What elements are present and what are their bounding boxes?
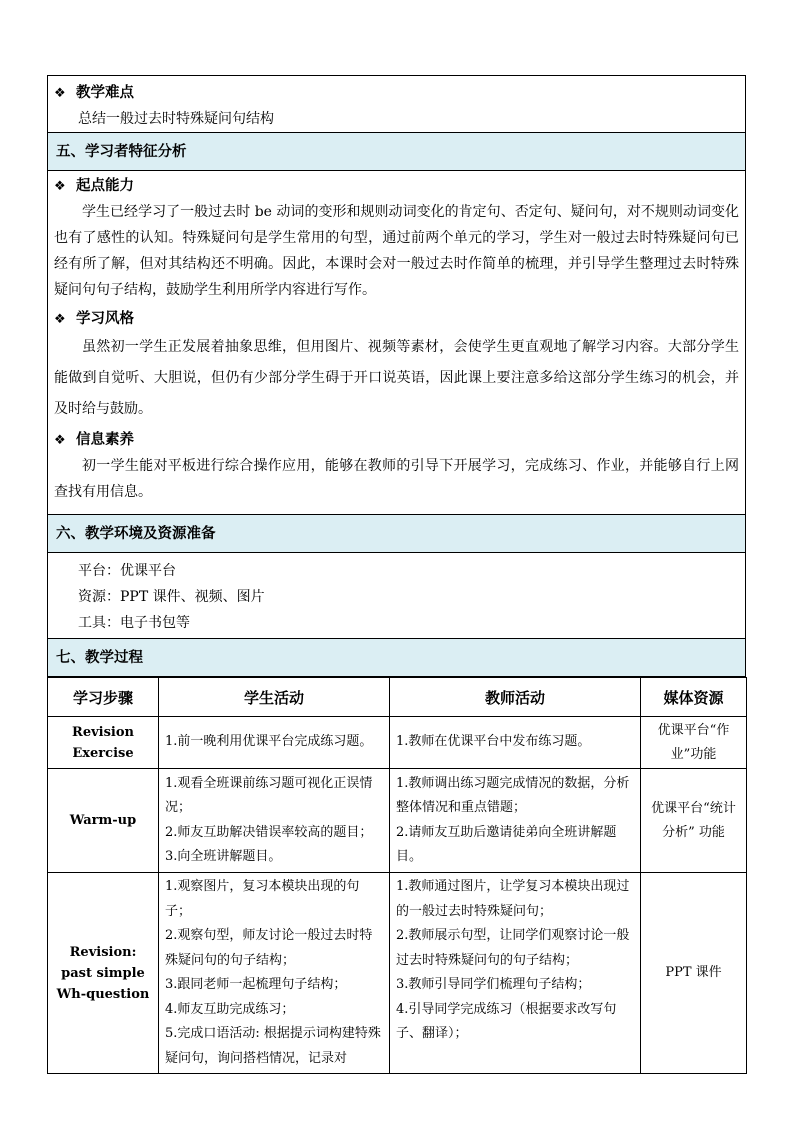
- section5-title: 五、学习者特征分析: [47, 133, 746, 171]
- col-header-student: 学生活动: [159, 678, 390, 717]
- student-activity-item: 2.观察句型，师友讨论一般过去时特殊疑问句的句子结构；: [165, 928, 373, 968]
- step-cell: Revision: past simple Wh-question: [48, 873, 159, 1074]
- platform-line: 平台：优课平台: [78, 563, 176, 579]
- teacher-activity-item: 3.教师引导同学们梳理句子结构；: [396, 977, 591, 992]
- media-cell: 优课平台“作业”功能: [641, 717, 747, 769]
- student-activity-cell: [159, 873, 390, 1074]
- teacher-activity-item: 1.教师调出练习题完成情况的数据，分析整体情况和重点错题；: [396, 775, 630, 815]
- media-cell: 优课平台“统计分析” 功能: [641, 769, 747, 873]
- start-ability-text: 学生已经学习了一般过去时 be 动词的变形和规则动词变化的肯定句、否定句、疑问句，对不规则动词变化也有了感性的认知。特殊疑问句是学生常用的句型，通过前两个单元的学习，学生对一般过去时特殊疑问句已经有所了解，但对其结构还不明确。因此，本课时会对一般过去时作简单的梳理，并引导学生整理过去时特殊疑问句句子结构，鼓励学生利用所学内容进行写作。: [54, 204, 739, 298]
- student-activity-item: 1.前一晚利用优课平台完成练习题。: [165, 734, 373, 750]
- learning-style-heading: ❖ 学习风格: [48, 306, 745, 332]
- media-cell: PPT 课件: [641, 873, 747, 1074]
- section5-body: [47, 171, 746, 515]
- section7-title: 七、教学过程: [47, 639, 746, 677]
- student-activity-item: 4.师友互助完成练习；: [165, 1001, 295, 1017]
- student-activity-cell: [159, 769, 390, 873]
- teacher-activity-item: 2.请师友互助后邀请徒弟向全班讲解题目。: [396, 824, 617, 864]
- student-activity-item: 1.观看全班课前练习题可视化正误情况；: [165, 775, 373, 815]
- process-table: [47, 677, 747, 1074]
- student-activity-item: 3.跟同老师一起梳理句子结构；: [165, 977, 347, 992]
- teacher-activity-item: 1.教师通过图片，让学复习本模块出现过的一般过去时特殊疑问句；: [396, 879, 630, 919]
- start-ability-heading: ❖ 起点能力: [48, 173, 745, 199]
- teacher-activity-cell: [390, 717, 641, 769]
- col-header-teacher: 教师活动: [390, 678, 641, 717]
- diamond-bullet-icon: ❖: [54, 433, 66, 448]
- diamond-bullet-icon: ❖: [54, 86, 66, 101]
- difficulty-block: [47, 75, 746, 133]
- info-literacy-text: 初一学生能对平板进行综合操作应用，能够在教师的引导下开展学习，完成练习、作业，并能够自行上网查找有用信息。: [54, 458, 739, 500]
- step-cell: Revision Exercise: [48, 717, 159, 769]
- col-header-step: 学习步骤: [48, 678, 159, 717]
- learning-style-text: 虽然初一学生正发展着抽象思维，但用图片、视频等素材，会使学生更直观地了解学习内容。大部分学生能做到自觉听、大胆说，但仍有少部分学生碍于开口说英语，因此课上要注意多给这部分学生练习的机会，并及时给与鼓励。: [54, 339, 739, 417]
- student-activity-item: 1.观察图片，复习本模块出现的句子；: [165, 879, 360, 919]
- document-frame: [47, 75, 746, 1074]
- difficulty-text: 总结一般过去时特殊疑问句结构: [78, 111, 274, 127]
- table-row: [48, 873, 747, 1074]
- student-activity-item: 5.完成口语活动: 根据提示词构建特殊疑问句，询问搭档情况，记录对: [165, 1026, 381, 1066]
- table-header-row: [48, 678, 747, 717]
- step-cell: Warm-up: [48, 769, 159, 873]
- teacher-activity-item: 2.教师展示句型，让同学们观察讨论一般过去时特殊疑问句的句子结构；: [396, 928, 630, 968]
- teacher-activity-item: 1.教师在优课平台中发布练习题。: [396, 734, 591, 750]
- info-literacy-heading: ❖ 信息素养: [48, 427, 745, 453]
- section6-body: [47, 553, 746, 639]
- teacher-activity-cell: [390, 873, 641, 1074]
- diamond-bullet-icon: ❖: [54, 312, 66, 327]
- table-row: [48, 717, 747, 769]
- col-header-media: 媒体资源: [641, 678, 747, 717]
- teacher-activity-cell: [390, 769, 641, 873]
- diamond-bullet-icon: ❖: [54, 179, 66, 194]
- difficulty-heading: ❖ 教学难点: [48, 80, 745, 106]
- table-row: [48, 769, 747, 873]
- student-activity-item: 2.师友互助解决错误率较高的题目；: [165, 824, 373, 840]
- teacher-activity-item: 4.引导同学完成练习（根据要求改写句子、翻译）；: [396, 1001, 617, 1041]
- tools-line: 工具：电子书包等: [78, 615, 190, 631]
- resources-line: 资源：PPT 课件、视频、图片: [78, 589, 265, 605]
- student-activity-cell: [159, 717, 390, 769]
- student-activity-item: 3.向全班讲解题目。: [165, 849, 282, 864]
- section6-title: 六、教学环境及资源准备: [47, 515, 746, 553]
